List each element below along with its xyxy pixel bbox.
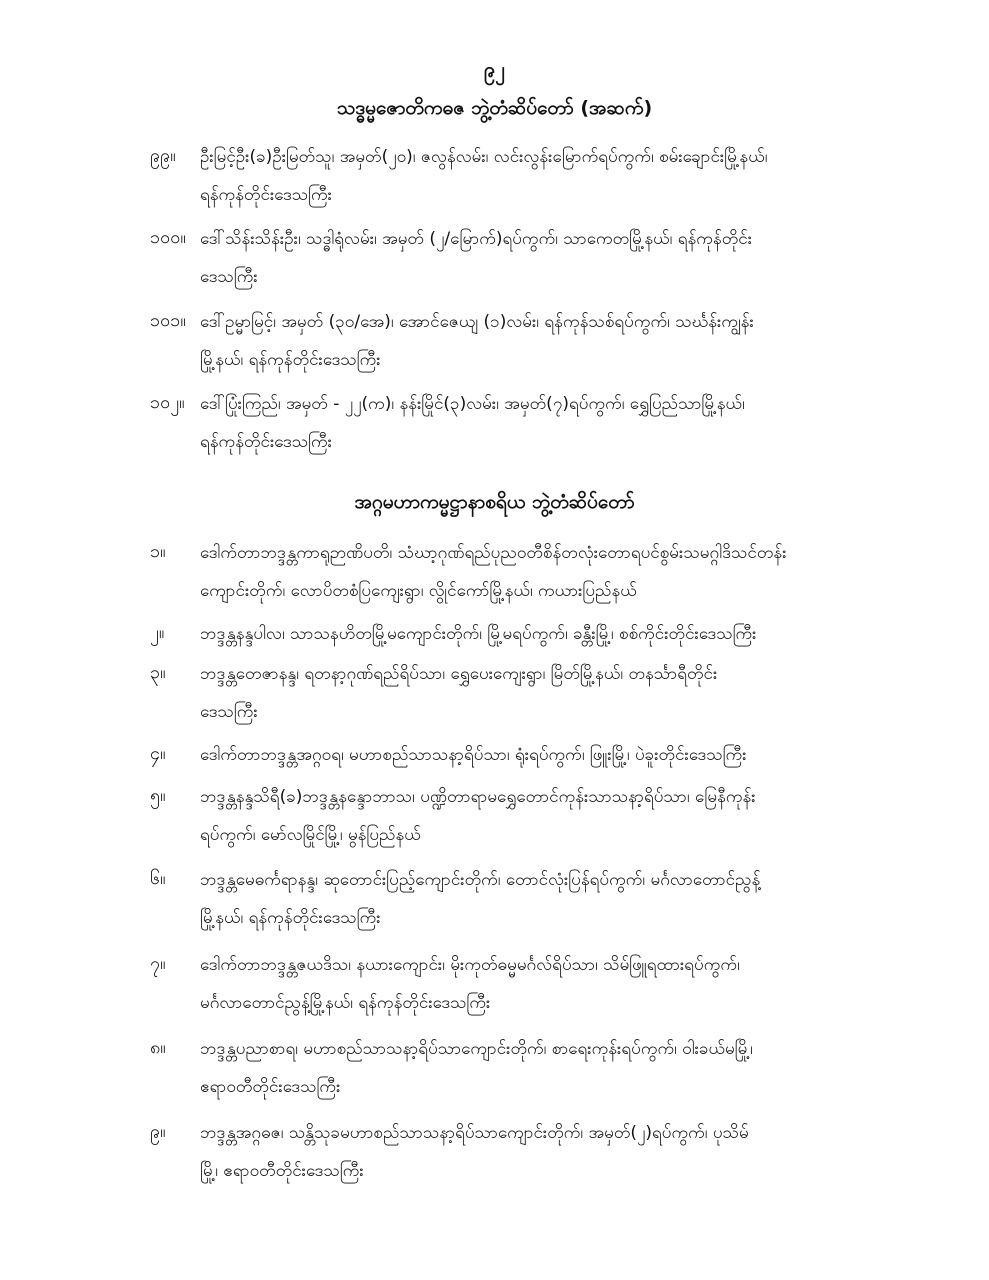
item-text-line: ဒေါက်တာဘဒ္ဒန္တဇယဒိသ၊ နယားကျောင်း၊ မိုးကုတ်ဓမ္မမင်္ဂလ်ရိပ်သာ၊ သိမ်ဖြူရထားရပ်ကွက်၊	[200, 955, 740, 975]
item-number: ၈။	[150, 1037, 166, 1058]
item-number: ၉။	[150, 1121, 166, 1142]
list-item	[150, 946, 910, 1022]
item-text-line: ဦးမြင့်ဦး(ခ)ဦးမြတ်သူ၊ အမှတ်(၂၀)၊ ဇလွန်လမ်း၊ လင်းလွန်းမြောက်ရပ်ကွက်၊ စမ်းချောင်းမြို့နယ်၊	[200, 147, 768, 167]
section-heading-sadhamma-zawtika: သဒ္ဓမ္မဇောတိကဓဇ ဘွဲ့တံဆိပ်တော် (အဆက်)	[336, 97, 653, 119]
item-text-line: မြို့နယ်၊ ရန်ကုန်တိုင်းဒေသကြီး	[200, 908, 381, 928]
list-item	[150, 736, 910, 774]
item-number: ၉၉။	[150, 145, 176, 166]
item-text-line: ဘဒ္ဒန္တပညာစာရ၊ မဟာစည်သာသနာ့ရိပ်သာကျောင်းတိုက်၊ စာရေးကုန်းရပ်ကွက်၊ ဝါးခယ်မမြို့၊	[200, 1039, 753, 1059]
item-number: ၁။	[150, 541, 166, 562]
item-number: ၅။	[150, 785, 166, 806]
item-number: ၄။	[150, 743, 166, 764]
list-item	[150, 220, 910, 296]
item-text-line: ဧရာဝတီတိုင်းဒေသကြီး	[200, 1077, 341, 1097]
list-item	[150, 615, 910, 653]
item-text-line: ဘဒ္ဒန္တနန္ဒပါလ၊ သာသနဟိတမြို့မကျောင်းတိုက်၊ မြို့မရပ်ကွက်၊ ခန္တီးမြို့၊ စစ်ကိုင်းတိုင်းဒေသကြီး	[200, 624, 757, 644]
item-number: ၆။	[150, 868, 166, 889]
item-text-line: ဒေသကြီး	[200, 702, 258, 722]
item-text-line: မြို့နယ်၊ ရန်ကုန်တိုင်းဒေသကြီး	[200, 350, 381, 370]
list-item	[150, 534, 910, 610]
item-number: ၇။	[150, 953, 166, 974]
item-text-line: ဒေါက်တာဘဒ္ဒန္တကာရုဉာဏိပတိ၊ သံဃာ့ဂုဏ်ရည်ပုညဝတီစိန်တလုံးတောရပင်စွမ်းသမဂ္ဂါဒိသင်တန်း	[200, 543, 787, 563]
list-item	[150, 655, 910, 731]
item-number: ၂။	[150, 622, 165, 643]
item-text-line: မင်္ဂလာတောင်ညွန့်မြို့နယ်၊ ရန်ကုန်တိုင်းဒေသကြီး	[200, 993, 491, 1013]
item-text-line: ရပ်ကွက်၊ မော်လမြိုင်မြို့၊ မွန်ပြည်နယ်	[200, 825, 421, 845]
item-number: ၁၀၂။	[150, 392, 185, 413]
item-text-line: ဒေါ်ဥမ္မာမြင့်၊ အမှတ် (၃၀/အေ)၊ အောင်ဇေယျ (၁)လမ်း၊ ရန်ကုန်သစ်ရပ်ကွက်၊ သင်္ဃန်းကျွန်း	[200, 312, 754, 332]
item-text-line: ဒေါက်တာဘဒ္ဒန္တအဂ္ဂဝရ၊ မဟာစည်သာသနာ့ရိပ်သာ၊ ရုံးရပ်ကွက်၊ ဖြူးမြို့၊ ပဲခူးတိုင်းဒေသကြီး	[200, 745, 747, 765]
page-number: ၉၂	[483, 57, 506, 81]
item-text-line: ဒေါ်ပြုံးကြည်၊ အမှတ် - ၂၂(က)၊ နန်းမြိုင်(၃)လမ်း၊ အမှတ်(၇)ရပ်ကွက်၊ ရွှေပြည်သာမြို့နယ်၊	[200, 394, 745, 414]
list-item	[150, 1030, 910, 1106]
list-item	[150, 303, 910, 379]
item-number: ၁၀၀။	[150, 227, 186, 248]
item-text-line: ရန်ကုန်တိုင်းဒေသကြီး	[200, 432, 332, 452]
list-item	[150, 778, 910, 854]
list-item	[150, 861, 910, 937]
item-text-line: မြို့၊ ဧရာဝတီတိုင်းဒေသကြီး	[200, 1161, 364, 1181]
item-text-line: ဘဒ္ဒန္တအဂ္ဂဓဇ၊ သန္တိသုခမဟာစည်သာသနာ့ရိပ်သာကျောင်းတိုက်၊ အမှတ်(၂)ရပ်ကွက်၊ ပုသိမ်	[200, 1123, 749, 1143]
item-text-line: ဘဒ္ဒန္တမေဓင်္ကရာနန္ဒ၊ ဆုတောင်းပြည့်ကျောင်းတိုက်၊ တောင်လုံးပြန်ရပ်ကွက်၊ မင်္ဂလာတောင်ညွန့်	[200, 870, 761, 890]
item-number: ၁၀၁။	[150, 310, 186, 331]
section-heading-agga-maha-kammatthana: အဂ္ဂမဟာကမ္မဋ္ဌာနာစရိယ ဘွဲ့တံဆိပ်တော်	[354, 491, 635, 513]
list-item	[150, 138, 910, 214]
item-text-line: ဘဒ္ဒန္တတေဇာနန္ဒ၊ ရတနာ့ဂုဏ်ရည်ရိပ်သာ၊ ရွှေပေးကျေးရွာ၊ မြိတ်မြို့နယ်၊ တနင်္သာရီတိုင်း	[200, 664, 718, 684]
item-text-line: ဘဒ္ဒန္တနန္ဒသိရီ(ခ)ဘဒ္ဒန္တနန္ဒောဘာသ၊ ပဏ္ဍိတာရာမရွှေတောင်ကုန်းသာသနာ့ရိပ်သာ၊ မြေနီကုန်း	[200, 787, 756, 807]
list-item	[150, 1114, 910, 1190]
item-text-line: ရန်ကုန်တိုင်းဒေသကြီး	[200, 185, 332, 205]
list-item	[150, 385, 910, 461]
item-text-line: ဒေသကြီး	[200, 267, 258, 287]
item-text-line: ဒေါ်သိန်းသိန်းဦး၊ သဒ္ဓါရုံလမ်း၊ အမှတ် (၂/မြောက်)ရပ်ကွက်၊ သာကေတမြို့နယ်၊ ရန်ကုန်တိုင်း	[200, 229, 753, 249]
item-text-line: ကျောင်းတိုက်၊ လောပိတစံပြကျေးရွာ၊ လွိုင်ကော်မြို့နယ်၊ ကယားပြည်နယ်	[200, 581, 637, 601]
item-number: ၃။	[150, 662, 166, 683]
